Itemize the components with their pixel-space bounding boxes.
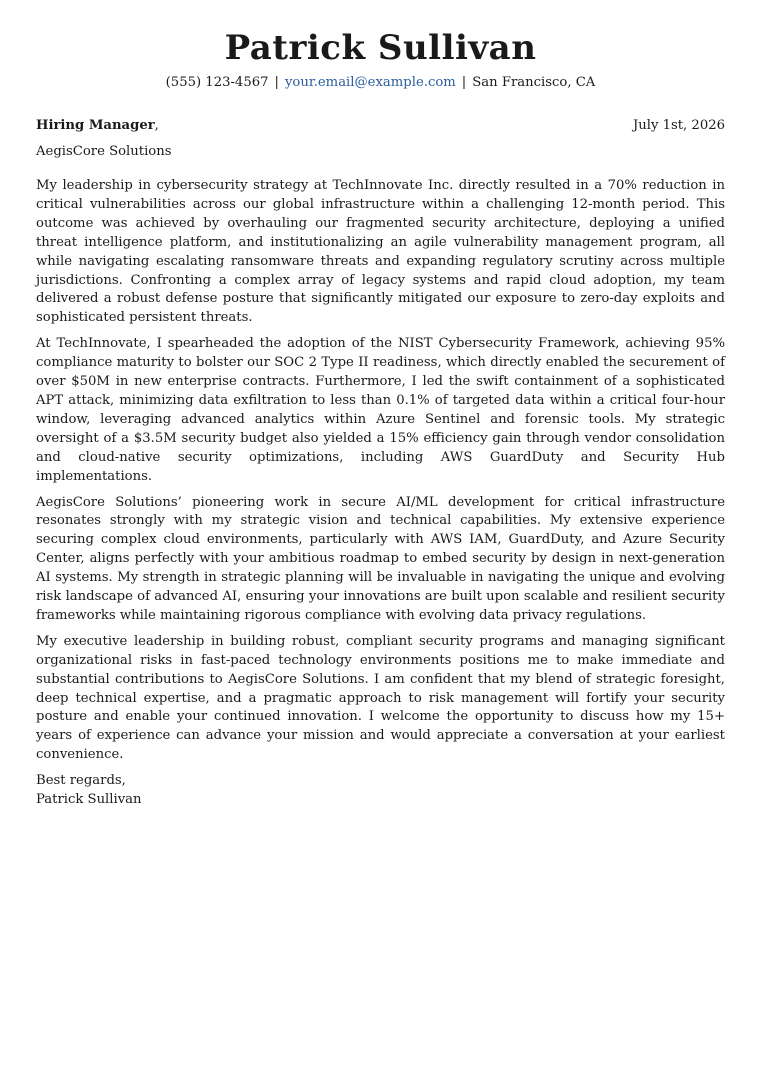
closing-block [36, 772, 725, 810]
signature-name: Patrick Sullivan [36, 792, 142, 808]
contact-line [36, 74, 725, 92]
email-link[interactable]: your.email@example.com [284, 75, 456, 90]
location: San Francisco, CA [472, 75, 596, 90]
body-paragraph: My executive leadership in building robust, compliant security programs and managing significant organizational risks in fast-paced technology environments positions me to make immediate and substantial contributions to AegisCore Solutions. I am confident that my blend of strategic foresight, deep technical expertise, and a pragmatic approach to risk management will fortify your security posture and enable your continued innovation. I welcome the opportunity to discuss how my 15+ years of experience can advance your mission and would appreciate a conversation at your earliest convenience. [36, 633, 725, 763]
recipient-company: AegisCore Solutions [36, 144, 172, 159]
body-paragraph: At TechInnovate, I spearheaded the adoption of the NIST Cybersecurity Framework, achieving 95% compliance maturity to bolster our SOC 2 Type II readiness, which directly enabled the securement of over $50M in new enterprise contracts. Furthermore, I led the swift containment of a sophisticated APT attack, minimizing data exfiltration to less than 0.1% of targeted data within a critical four-hour window, leveraging advanced analytics within Azure Sentinel and forensic tools. My strategic oversight of a $3.5M security budget also yielded a 15% efficiency gain through vendor consolidation and cloud-native security optimizations, including AWS GuardDuty and Security Hub implementations. [36, 336, 725, 484]
salutation-punct: , [154, 118, 159, 133]
phone-number: (555) 123-4567 [165, 75, 269, 90]
contact-separator: | [274, 75, 279, 90]
recipient-date-row [36, 116, 725, 135]
letter-body [36, 177, 725, 765]
recipient-name: Hiring Manager [36, 118, 155, 133]
letter-date: July 1st, 2026 [632, 118, 725, 133]
sign-off: Best regards, [36, 773, 126, 789]
body-paragraph: AegisCore Solutions’ pioneering work in secure AI/ML development for critical infrastructure resonates strongly with my strategic vision and technical capabilities. My extensive experience securing complex cloud environments, particularly with AWS IAM, GuardDuty, and Azure Security Center, aligns perfectly with your ambitious roadmap to embed security by design in next-generation AI systems. My strength in strategic planning will be invaluable in navigating the unique and evolving risk landscape of advanced AI, ensuring your innovations are built upon scalable and resilient security frameworks while maintaining rigorous compliance with evolving data privacy regulations. [36, 494, 725, 623]
applicant-name: Patrick Sullivan [224, 28, 537, 68]
contact-separator: | [461, 75, 467, 90]
body-paragraph: My leadership in cybersecurity strategy at TechInnovate Inc. directly resulted in a 70% reduction in critical vulnerabilities across our global infrastructure within a challenging 12-month period. This outcome was achieved by overhauling our fragmented security architecture, deploying a unified threat intelligence platform, and institutionalizing an agile vulnerability management program, all while navigating escalating ransomware threats and expanding regulatory scrutiny across multiple jurisdictions. Confronting a complex array of legacy systems and rapid cloud adoption, my team delivered a robust defense posture that significantly mitigated our exposure to zero-day exploits and sophisticated persistent threats. [36, 178, 725, 326]
cover-letter-page [36, 26, 725, 810]
salutation [36, 116, 159, 135]
